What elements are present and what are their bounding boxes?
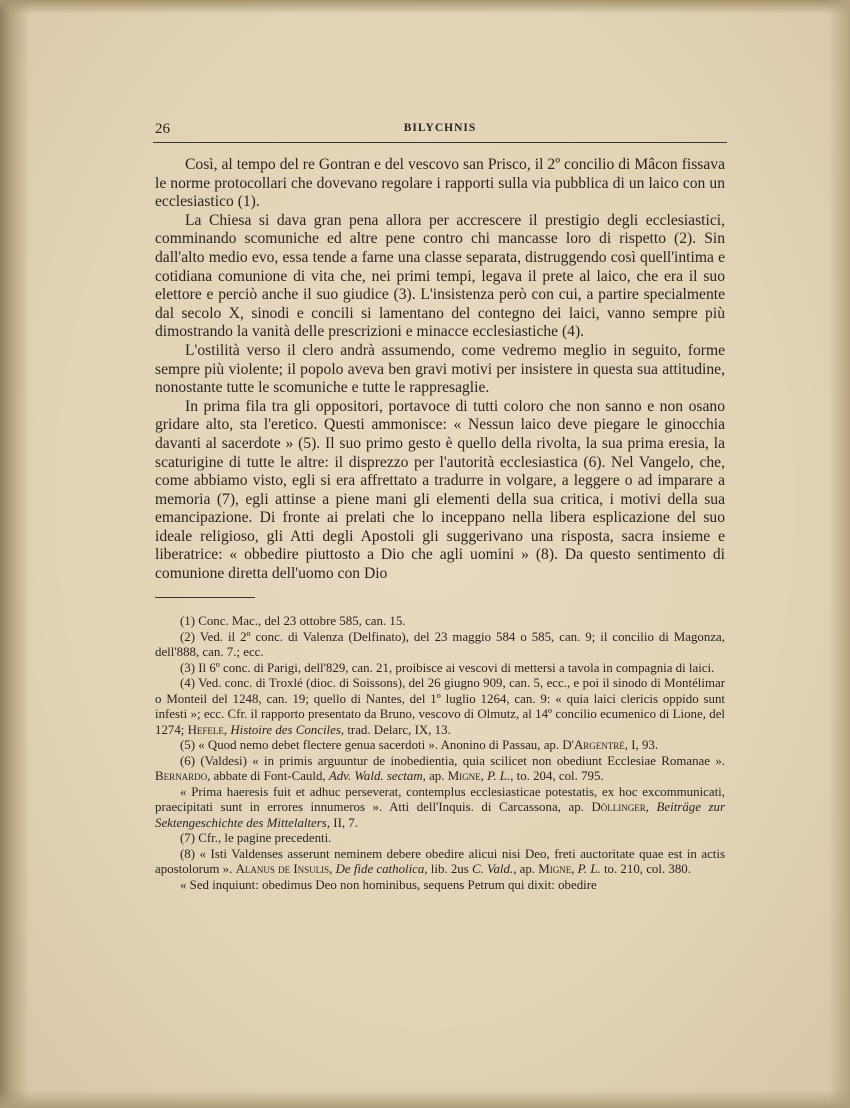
footnote-5-text: (5) « Quod nemo debet flectere genua sacerdoti ». Anonino di Passau, ap. [180, 738, 563, 752]
footnote-4 [155, 676, 725, 738]
author-bernardo: Bernardo [155, 769, 208, 783]
footnote-6-part: , ap. [422, 769, 448, 783]
footnote-1 [155, 614, 725, 630]
footnote-2-text: (2) Ved. il 2º conc. di Valenza (Delfinato), del 23 maggio 584 o 585, can. 9; il concilio di Magonza, dell'888, can. 7.; ecc. [155, 629, 725, 659]
running-head: BILYCHNIS [403, 122, 477, 134]
paragraph-1: Così, al tempo del re Gontran e del vescovo san Prisco, il 2º concilio di Mâcon fissava le norme protocollari che dovevano regolare i rapporti sulla via pubblica di un laico con un ecclesiastico (1). [155, 156, 725, 211]
footnote-1-text: (1) Conc. Mac., del 23 ottobre 585, can. 15. [180, 614, 406, 628]
footnote-5-tail: , I, 93. [624, 738, 659, 752]
title-c-vald: C. Vald. [472, 862, 514, 876]
footnote-8 [155, 847, 725, 878]
paragraph-3: L'ostilità verso il clero andrà assumendo, come vedremo meglio in seguito, forme sempre più violente; il popolo aveva ben gravi motivi per insistere in questa sua attitudine, nonostante tutte le scomuniche e tutte le rappresaglie. [155, 341, 725, 397]
author-dollinger: Döllinger [591, 800, 646, 814]
footnotes [155, 614, 725, 893]
footnote-4-text: (4) Ved. conc. di Troxlé (dioc. di Soissons), del 26 giugno 909, can. 5, ecc., e poi il sinodo di Montélimar o Monteil del 1248, can. 19; quello di Nantes, del 1º luglio 1264, can. 9: « quia laici clericis oppido sunt infesti »; ecc. Cfr. il rapporto presentato da Bruno, vescovo di Olmutz, al 14º concilio ecumenico di Lione, del 1274; [155, 676, 725, 737]
title-pl: P. L. [577, 862, 601, 876]
footnote-6b-text: « Prima haeresis fuit et adhuc perseverat, contemplus ecclesiasticae potestatis, ex hoc excommunicati, praecipitati sunt in errores innumeros ». Atti dell'Inquis. di Carcassona, ap. [155, 784, 725, 814]
footnote-5 [155, 738, 725, 754]
title-pl: P. L. [487, 769, 511, 783]
footnote-6-part: , [480, 769, 488, 783]
page-header [153, 118, 727, 143]
author-dargentre: D'Argentré [562, 738, 625, 752]
title-de-fide-catholica: De fide catholica [335, 862, 425, 876]
footnote-8-text: (8) « Isti Valdenses asserunt neminem debere obedire alicui nisi Deo, freti auctoritate quae est in actis apostolorum ». [155, 846, 725, 876]
title-adv-wald-sectam: Adv. Wald. sectam [328, 769, 423, 783]
footnote-7 [155, 831, 725, 847]
footnote-3-text: (3) Il 6º conc. di Parigi, dell'829, can. 21, proibisce ai vescovi di mettersi a tavola in compagnia di laici. [180, 660, 715, 675]
footnote-8-part: , [329, 862, 336, 876]
footnote-6 [155, 754, 725, 785]
page-edge-bottom [0, 1090, 850, 1108]
footnote-6b-tail: , II, 7. [326, 815, 358, 830]
footnote-6b-part: , [645, 800, 657, 814]
author-migne: Migne [538, 862, 572, 876]
paragraph-4: In prima fila tra gli oppositori, portavoce di tutti coloro che non sanno e non osano gridare alto, sta l'eretico. Questi ammonisce: « Nessun laico deve piegare le ginocchia davanti al sacerdote » (5). Il suo primo gesto è quello della rivolta, la sua prima eresia, la scaturigine di tutte le altre: il disprezzo per l'autorità ecclesiastica (6). Nel Vangelo, che, come abbiamo visto, egli si era affrettato a tradurre in volgare, a leggere o ad imparare a memoria (7), egli attinse a piene mani gli elementi della sua critica, i motivi della sua emancipazione. Di fronte ai prelati che lo inceppano nella libera esplicazione del suo ideale religioso, gli Atti degli Apostoli gli suggerivano una risposta, sacra insieme e liberatrice: « obbedire piuttosto a Dio che agli uomini » (8). Da questo sentimento di comunione diretta dell'uomo con Dio [155, 397, 725, 583]
footnote-8-tail: to. 210, col. 380. [600, 862, 691, 876]
footnote-8-continued [155, 878, 725, 894]
footnote-8b-text: « Sed inquiunt: obedimus Deo non hominibus, sequens Petrum qui dixit: obedire [180, 877, 597, 892]
footnote-6-text: (6) (Valdesi) « in primis arguuntur de inobedientia, quia scilicet non obediunt Ecclesiae Romanae ». [180, 753, 725, 768]
footnote-2 [155, 630, 725, 661]
footnote-7-text: (7) Cfr., le pagine precedenti. [180, 831, 332, 845]
footnote-8-part: , lib. 2us [424, 862, 472, 876]
footnote-4-tail: , trad. Delarc, IX, 13. [340, 722, 451, 737]
page-number: 26 [155, 121, 170, 137]
title-beitrage: Beiträge zur Sektengeschichte des Mittelalters [155, 800, 725, 830]
footnote-6-part: , abbate di Font-Cauld, [207, 769, 329, 783]
footnote-8-part: , ap. [513, 862, 539, 876]
page-edge-top [0, 0, 850, 14]
footnote-6-continued [155, 785, 725, 832]
page-edge-right [828, 0, 850, 1108]
paragraph-2: La Chiesa si dava gran pena allora per accrescere il prestigio degli ecclesiastici, comminando scomuniche ed altre pene contro chi mancasse loro di rispetto (2). Sin dall'alto medio evo, essa tende a farne una classe separata, distruggendo così quell'intima e cotidiana comunione di vita che, nei primi tempi, legava il prete al laico, che era il suo elettore e perciò anche il suo giudice (3). L'insistenza però con cui, a partire specialmente dal secolo X, sinodi e concili si lamentano del contegno dei laici, vanno sempre più dimostrando la vanità delle prescrizioni e minacce ecclesiastiche (4). [155, 211, 725, 341]
footnote-6-tail: , to. 204, col. 795. [510, 769, 604, 783]
footnote-3 [155, 661, 725, 677]
footnote-rule [155, 597, 255, 598]
body-text [155, 156, 725, 584]
footnote-8-part: , [571, 862, 578, 876]
author-alanus: Alanus de Insulis [235, 862, 330, 876]
page-edge-left [0, 0, 30, 1108]
author-migne: Migne [447, 769, 481, 783]
title-histoire-des-conciles: Histoire des Conciles [230, 722, 341, 737]
author-hefele: Hefele, [187, 722, 231, 737]
